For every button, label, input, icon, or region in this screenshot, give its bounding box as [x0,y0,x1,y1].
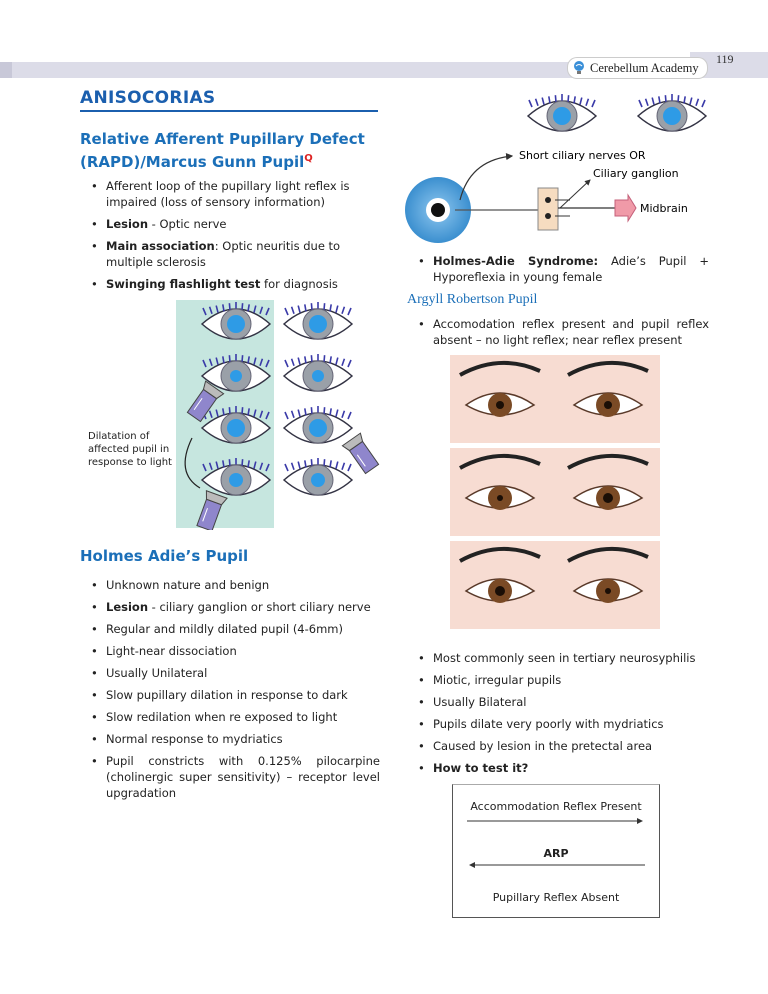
list-item: • Main association: Optic neuritis due to multiple sclerosis [80,238,380,270]
list-item: • Lesion - Optic nerve [80,216,380,232]
lightbulb-brain-icon [572,60,586,76]
holmes-heading: Holmes Adie’s Pupil [80,547,249,565]
right-arrow-icon [467,815,647,827]
list-item: • Afferent loop of the pupillary light reflex is impaired (loss of sensory information) [80,178,380,210]
page-title: ANISOCORIAS [80,88,216,108]
rapd-heading [80,130,365,172]
list-item: • Light-near dissociation [80,643,380,659]
holmes-list [80,577,380,807]
eye-icon [284,354,352,391]
list-item: • How to test it? [407,760,709,776]
list-item: • Regular and mildly dilated pupil (4-6mm) [80,621,380,637]
label-ganglion: Ciliary ganglion [593,167,679,180]
brand-name: Cerebellum Academy [590,60,699,75]
title-underline [80,110,378,112]
list-item: • Lesion - ciliary ganglion or short ciliary nerve [80,599,380,615]
pupil-pathway-diagram [400,140,700,252]
eye-icon [284,458,352,495]
list-item: • Usually Unilateral [80,665,380,681]
box-top-text: Accommodation Reflex Present [470,800,642,813]
list-item: • Caused by lesion in the pretectal area [407,738,709,754]
adie-eyes-figure [520,86,710,148]
list-item: • Pupil constricts with 0.125% pilocarpine (cholinergic super sensitivity) – receptor level upgradation [80,753,380,801]
swinging-flashlight-figure [170,298,390,530]
list-item: • Normal response to mydriatics [80,731,380,747]
eye-icon [528,94,596,131]
argyll-intro-list [407,316,709,354]
argyll-intro: • Accomodation reflex present and pupil reflex absent – no light reflex; near reflex present [407,316,709,348]
argyll-heading: Argyll Robertson Pupil [407,292,538,307]
header-bar-accent [0,62,12,78]
box-bottom-text: Pupillary Reflex Absent [492,891,620,904]
box-mid-text: ARP [543,847,569,860]
reflex-box [452,784,660,918]
label-short-ciliary: Short ciliary nerves OR [519,149,646,162]
q-mark: Q [304,153,313,164]
list-item: • Miotic, irregular pupils [407,672,709,688]
holmes-syndrome-item: • Holmes-Adie Syndrome: Adie’s Pupil + Hyporeflexia in young female [407,253,709,285]
list-item: • Pupils dilate very poorly with mydriatics [407,716,709,732]
label-midbrain: Midbrain [640,202,688,215]
figure-label: Dilatation of affected pupil in response to light [88,431,172,468]
holmes-syndrome-list [407,253,709,291]
list-item: • Unknown nature and benign [80,577,380,593]
eye-icon [284,302,352,339]
list-item: • Slow redilation when re exposed to light [80,709,380,725]
rapd-heading-line2: (RAPD)/Marcus Gunn Pupil [80,153,305,171]
rapd-list [80,178,380,298]
argyll-eyes-figure [450,355,660,635]
list-item: • Most commonly seen in tertiary neurosyphilis [407,650,709,666]
left-arrow-icon [467,859,647,871]
eye-icon [638,94,706,131]
page-number: 119 [716,52,734,66]
list-item: • Usually Bilateral [407,694,709,710]
rapd-heading-line1: Relative Afferent Pupillary Defect [80,130,365,148]
list-item: • Swinging flashlight test for diagnosis [80,276,380,292]
list-item: • Slow pupillary dilation in response to dark [80,687,380,703]
eye-icon [284,406,352,443]
argyll-list [407,650,709,782]
brand-badge [568,58,707,78]
